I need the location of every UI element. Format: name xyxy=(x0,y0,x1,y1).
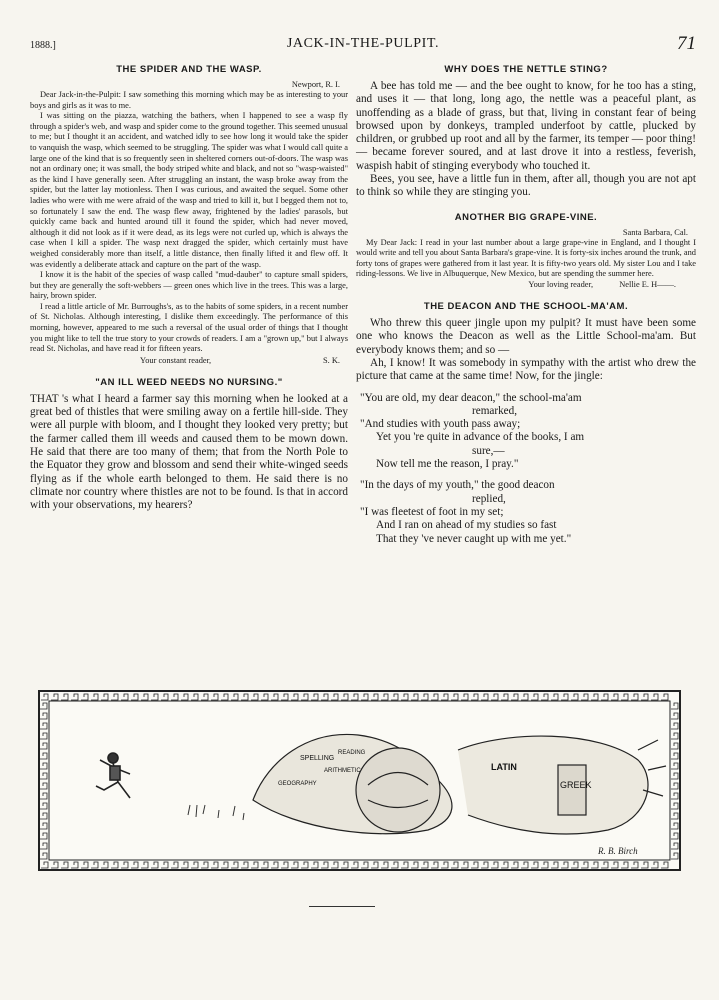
nettle-title: WHY DOES THE NETTLE STING? xyxy=(444,64,608,75)
spider-paragraph: I was sitting on the piazza, watching the bathers, when I happened to see a wasp fly through a spider's web, and wasp and spider come to the ground together. This seemed unusual to me; but I thought it an accident, and watched idly to see how long it would take the spider to vanquish the wasp, which seemed to be struggling. The spider was what I would call quite a large one of the kind that is so frequently seen in sheltered corners out-of-doors. The wasp was not an ordinary one; it was small, the body striped white and black, and not so "wasp-waisted" as the kind I have generally seen. After struggling an instant, the wasp broke away from the spider, but the latter lay motionless. Then I was curious, and awaited the sequel. Some other ladies who were with me were afraid of the wasp and tried to kill it, but I begged them not to, so fortunately I saw the end. The wasp flew away, frightened by the ladies' parasols, but quickly came back and hunted around till it found the spider, which had never moved, although it did not look as if it were dead, as its legs were not curled up, which is always the case when I kill a spider. The wasp next dragged the spider, which certainly must have weighed considerably more than itself, a little distance, then finally lifted it and flew off. It was evidently a deliberate attack and capture on the part of the wasp. xyxy=(30,111,348,269)
deacon-illustration xyxy=(38,690,681,871)
end-rule xyxy=(309,906,375,907)
deacon-section xyxy=(356,317,696,383)
page-number: 71 xyxy=(677,33,696,54)
nettle-paragraph: A bee has told me — and the bee ought to know, for he too has a sting, and uses it — that long, long ago, the nettle was a peaceful plant, as unoffending as a blade of grass, but that, living in constant fear of being browsed upon by donkeys, trampled underfoot by cattle, plucked by children, or grubbed up root and all by the farmer, its temper — poor thing! — became forever soured, and at last drove it into a restless, feverish, waspish habit of stinging everybody who touched it. xyxy=(356,80,696,172)
page-header xyxy=(30,33,696,54)
nettle-paragraph: Bees, you see, have a little fun in them, after all, though you are not apt to think so while they are stinging you. xyxy=(356,173,696,199)
nettle-section xyxy=(356,80,696,200)
spider-title: THE SPIDER AND THE WASP. xyxy=(116,64,262,75)
spider-signoff xyxy=(30,356,348,365)
artist-signature: R. B. Birch xyxy=(598,846,638,856)
deacon-paragraph: Who threw this queer jingle upon my pulpit? It must have been some one who knows the Deacon as well as the Little School-ma'am. But everybody knows them; and so — xyxy=(356,317,696,356)
weed-text: THAT 's what I heard a farmer say this morning when he looked at a great bed of thistles that were smiling away on a fertile hill-side. They were all purple with bloom, and I thought they looked very pretty; but the farmer called them ill weeds and caused them to be mown down. He said that there are too many of them; that from the North Pole to the Equator they grow and blossom and send their white-winged seeds flying as if the whole earth belonged to them. He said there is no climate nor country where thistles are not to be found. Is that in accord with your observations, my hearers? xyxy=(30,392,348,512)
spider-place: Newport, R. I. xyxy=(291,80,340,89)
svg-text:ARITHMETIC: ARITHMETIC xyxy=(324,768,361,774)
weed-title: "AN ILL WEED NEEDS NO NURSING." xyxy=(95,376,283,388)
svg-text:GREEK: GREEK xyxy=(560,780,592,790)
grape-signoff xyxy=(356,280,696,289)
svg-text:SPELLING: SPELLING xyxy=(300,755,335,762)
verse-line: Now tell me the reason, I pray." xyxy=(376,458,519,471)
deacon-paragraph: Ah, I know! It was somebody in sympathy with the artist who drew the picture that came at the same time! Now, for the jingle: xyxy=(356,356,696,383)
verse-line: replied, xyxy=(472,492,506,505)
grape-text: My Dear Jack: I read in your last number about a large grape-vine in England, and I thought I would write and tell you about Santa Barbara's grape-vine. It is forty-six inches around the trunk, and forty tons of grapes were gathered from it last year. It is fifty-two years old. My sister Lou and I take riding-lessons. We live in Albuquerque, New Mexico, but are spending the summer here. xyxy=(356,237,696,279)
verse-line: sure,— xyxy=(472,444,505,457)
left-column xyxy=(30,64,348,513)
header-year: 1888.] xyxy=(30,40,56,51)
grape-letter xyxy=(356,238,696,280)
verse-line: "You are old, my dear deacon," the school-ma'am xyxy=(360,391,582,404)
right-column xyxy=(356,64,696,546)
grape-signature: Nellie E. H——. xyxy=(619,280,676,290)
spider-paragraph: Dear Jack-in-the-Pulpit: I saw something this morning which may be as interesting to your boys and girls as it was to me. xyxy=(30,90,348,110)
spider-closing: Your constant reader, xyxy=(140,355,212,365)
deacon-title: THE DEACON AND THE SCHOOL-MA'AM. xyxy=(423,301,629,313)
illustration-image xyxy=(38,690,681,871)
grape-closing: Your loving reader, xyxy=(528,280,594,290)
verse-line: "I was fleetest of foot in my set; xyxy=(360,505,504,518)
grape-place: Santa Barbara, Cal. xyxy=(622,227,688,237)
verse-line: "In the days of my youth," the good deacon xyxy=(360,479,555,492)
verse-line: remarked, xyxy=(472,404,518,417)
svg-text:LATIN: LATIN xyxy=(491,762,517,772)
grape-title: ANOTHER BIG GRAPE-VINE. xyxy=(454,211,598,223)
verse-line: And I ran on ahead of my studies so fast xyxy=(376,519,557,532)
verse-line: "And studies with youth pass away; xyxy=(360,418,521,431)
verse-line: Yet you 're quite in advance of the books, I am xyxy=(376,431,585,444)
spider-paragraph: I read a little article of Mr. Burroughs's, as to the habits of some spiders, in a recent number of St. Nicholas. Although interesting, I dislike them exceedingly. The performance of this morning, however, appeared to me such a reversal of the usual order of things that I thought you might like to tell the true story to your crowds of readers. I am a "grown up," but I always read St. Nicholas, and have read it for fifteen years. xyxy=(30,301,348,354)
spider-initials: S. K. xyxy=(323,355,340,365)
jingle-verse-1 xyxy=(360,392,696,472)
header-title: JACK-IN-THE-PULPIT. xyxy=(286,36,440,51)
svg-text:GEOGRAPHY: GEOGRAPHY xyxy=(278,781,317,787)
svg-text:READING: READING xyxy=(338,750,366,756)
jingle-verse-2 xyxy=(360,479,696,545)
spider-letter xyxy=(30,90,348,355)
weed-section xyxy=(30,393,348,513)
spider-paragraph: I know it is the habit of the species of wasp called "mud-dauber" to capture small spiders, but they are generally the soft-webbers — green ones which live in the trees. This was a large, hairy, brown spider. xyxy=(30,270,348,301)
verse-line: That they 've never caught up with me yet." xyxy=(376,532,572,545)
